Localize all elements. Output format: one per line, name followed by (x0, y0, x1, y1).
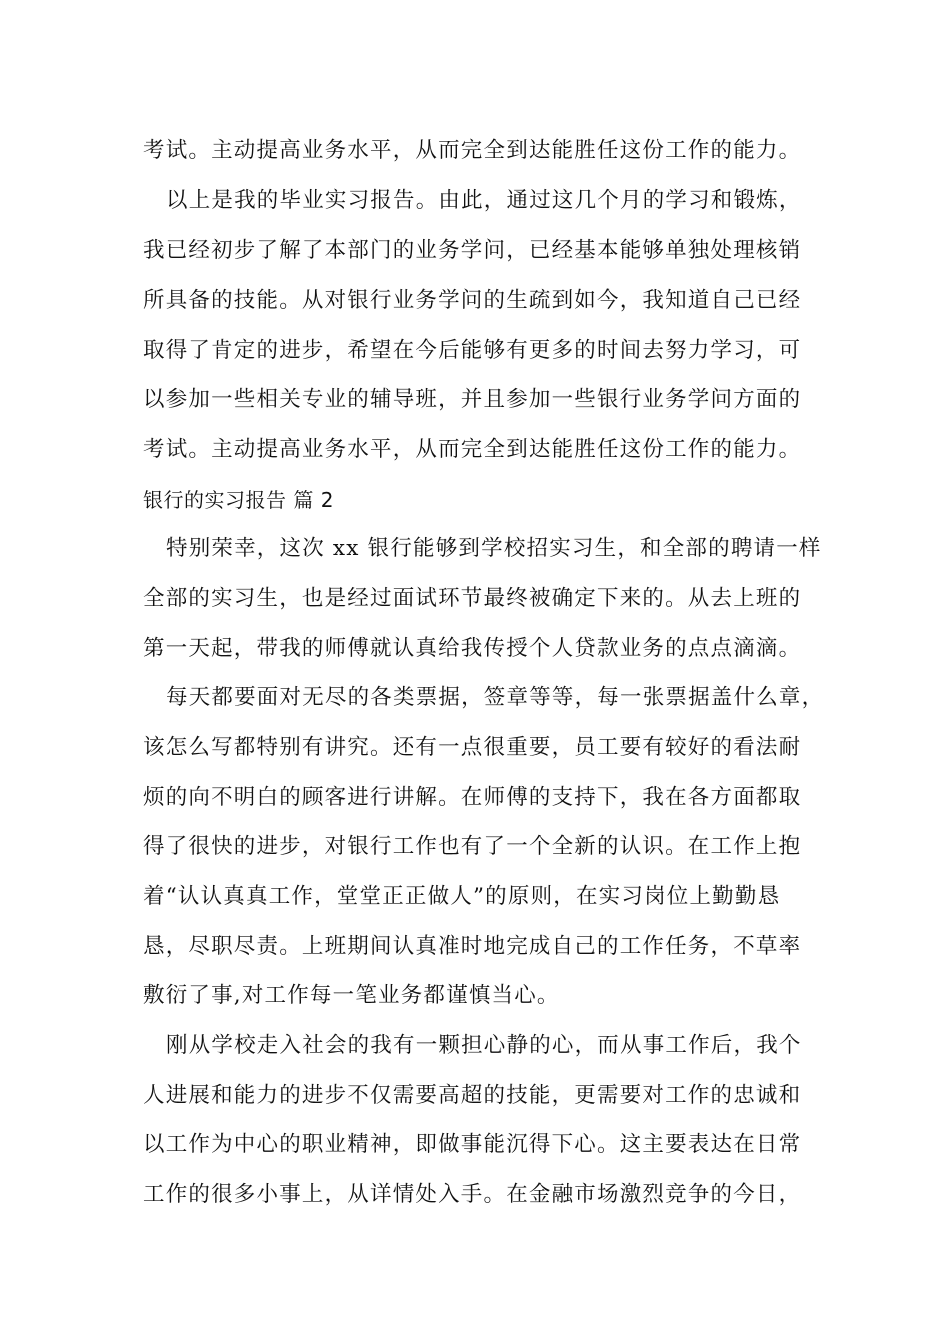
text-line: 得了很快的进步，对银行工作也有了一个全新的认识。在工作上抱 (143, 834, 802, 859)
text-line: 以参加一些相关专业的辅导班，并且参加一些银行业务学问方面的 (143, 387, 802, 412)
text-line: 人进展和能力的进步不仅需要高超的技能，更需要对工作的忠诚和 (143, 1083, 802, 1108)
text-line: 我已经初步了解了本部门的业务学问，已经基本能够单独处理核销 (143, 238, 802, 263)
text-line: 着“认认真真工作，堂堂正正做人”的原则，在实习岗位上勤勤恳 (143, 884, 781, 909)
text-line: 全部的实习生，也是经过面试环节最终被确定下来的。从去上班的 (143, 586, 802, 611)
text-line: 第一天起，带我的师傅就认真给我传授个人贷款业务的点点滴滴。 (143, 636, 802, 661)
text-line: 以工作为中心的职业精神，即做事能沉得下心。这主要表达在日常 (143, 1132, 802, 1157)
text-line: 所具备的技能。从对银行业务学问的生疏到如今，我知道自己已经 (143, 288, 802, 313)
text-line: 恳，尽职尽责。上班期间认真准时地完成自己的工作任务，不草率 (143, 934, 802, 959)
paragraph-first-line: 每天都要面对无尽的各类票据，签章等等，每一张票据盖什么章， (166, 685, 825, 710)
text-line: 工作的很多小事上，从详情处入手。在金融市场激烈竞争的今日， (143, 1182, 802, 1207)
paragraph-first-line: 以上是我的毕业实习报告。由此，通过这几个月的学习和锻炼， (166, 188, 802, 213)
text-line: 考试。主动提高业务水平，从而完全到达能胜任这份工作的能力。 (143, 437, 802, 462)
paragraph-first-line: 特别荣幸，这次 xx 银行能够到学校招实习生，和全部的聘请一样 (166, 536, 822, 561)
text-line: 该怎么写都特别有讲究。还有一点很重要，员工要有较好的看法耐 (143, 735, 802, 760)
text-line: 考试。主动提高业务水平，从而完全到达能胜任这份工作的能力。 (143, 138, 802, 163)
text-line: 取得了肯定的进步，希望在今后能够有更多的时间去努力学习，可 (143, 338, 802, 363)
paragraph-first-line: 刚从学校走入社会的我有一颗担心静的心，而从事工作后，我个 (166, 1033, 802, 1058)
section-heading: 银行的实习报告 篇 2 (143, 488, 334, 512)
text-line: 烦的向不明白的顾客进行讲解。在师傅的支持下，我在各方面都取 (143, 785, 802, 810)
text-line: 敷衍了事,对工作每一笔业务都谨慎当心。 (143, 983, 560, 1008)
